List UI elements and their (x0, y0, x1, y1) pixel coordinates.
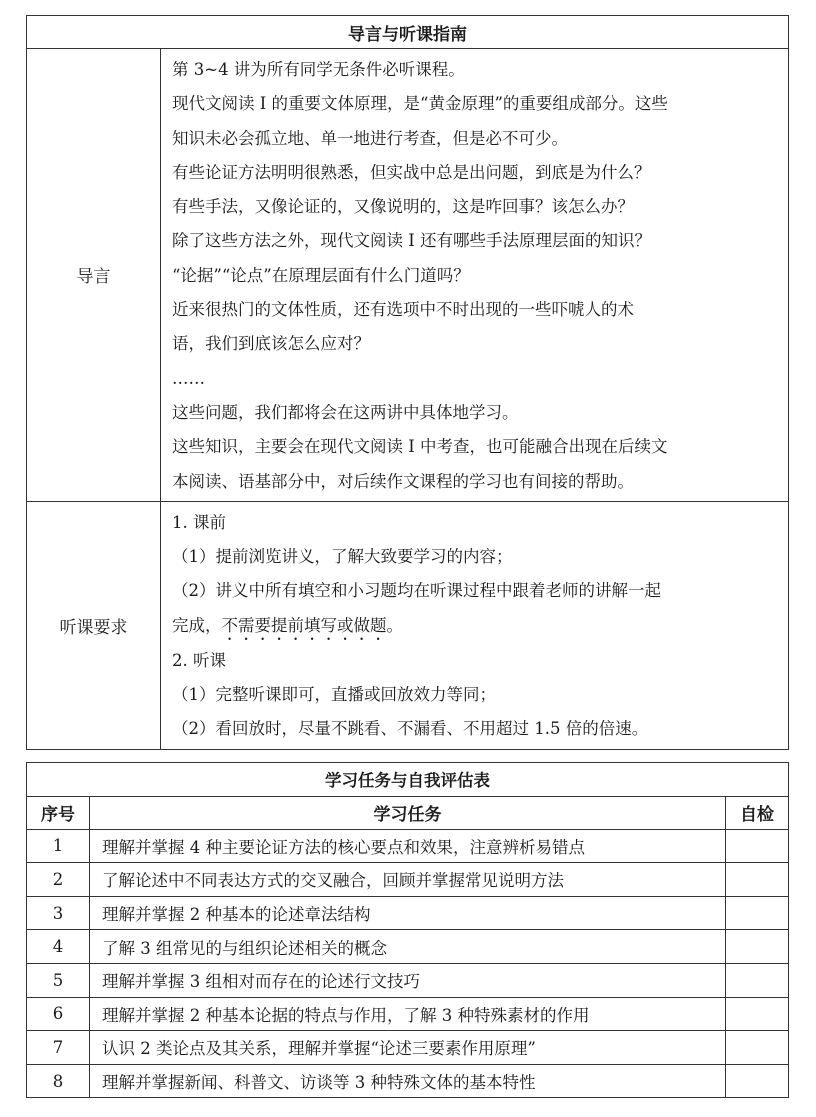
col-header-no: 序号 (27, 796, 90, 829)
intro-line: 有些论证方法明明很熟悉，但实战中总是出问题，到底是为什么？ (172, 162, 651, 182)
task-number: 2 (27, 863, 90, 897)
intro-table-title: 导言与听课指南 (27, 16, 789, 49)
table-row (27, 863, 789, 897)
self-check-cell[interactable] (726, 863, 789, 897)
self-check-cell[interactable] (726, 829, 789, 863)
task-number: 6 (27, 997, 90, 1031)
intro-line: 语，我们到底该怎么应对？ (172, 334, 370, 354)
intro-content (161, 49, 789, 502)
requirements-content (161, 501, 789, 749)
intro-line: 第 3~4 讲为所有同学无条件必听课程。 (172, 60, 465, 79)
req-line (172, 609, 780, 644)
task-rows (27, 829, 789, 1098)
table-row (27, 896, 789, 930)
table-row (27, 1064, 789, 1098)
task-number: 5 (27, 963, 90, 997)
task-text: 理解并掌握 4 种主要论证方法的核心要点和效果，注意辨析易错点 (90, 829, 726, 863)
requirements-label: 听课要求 (27, 501, 161, 749)
intro-line: “论据”“论点”在原理层面有什么门道吗？ (172, 265, 470, 285)
task-text: 了解 3 组常见的与组织论述相关的概念 (90, 930, 726, 964)
table-row (27, 1031, 789, 1065)
self-check-cell[interactable] (726, 997, 789, 1031)
intro-line: 这些问题，我们都将会在这两讲中具体地学习。 (172, 402, 519, 422)
task-number: 8 (27, 1064, 90, 1098)
intro-line: 这些知识，主要会在现代文阅读 I 中考查，也可能融合出现在后续文 (172, 437, 668, 457)
self-check-cell[interactable] (726, 930, 789, 964)
intro-label: 导言 (27, 49, 161, 502)
intro-line: 近来很热门的文体性质，还有选项中不时出现的一些吓唬人的术 (172, 300, 634, 320)
req-line: （2）看回放时，尽量不跳看、不漏看、不用超过 1.5 倍的倍速。 (172, 719, 649, 739)
task-text: 认识 2 类论点及其关系，理解并掌握“论述三要素作用原理” (90, 1031, 726, 1065)
req-line: 2. 听课 (172, 650, 226, 670)
self-check-cell[interactable] (726, 963, 789, 997)
req-line: （1）完整听课即可，直播或回放效力等同； (172, 685, 496, 705)
intro-guide-table (26, 15, 789, 750)
task-assessment-table (26, 762, 789, 1098)
intro-line: 有些手法，又像论证的，又像说明的，这是咋回事？该怎么办？ (172, 197, 634, 217)
req-line: （1）提前浏览讲义，了解大致要学习的内容； (172, 547, 513, 567)
task-text: 理解并掌握 3 组相对而存在的论述行文技巧 (90, 963, 726, 997)
self-check-cell[interactable] (726, 1031, 789, 1065)
task-text: 理解并掌握 2 种基本论据的特点与作用，了解 3 种特殊素材的作用 (90, 997, 726, 1031)
intro-line: 知识未必会孤立地、单一地进行考查，但是必不可少。 (172, 128, 568, 148)
task-number: 7 (27, 1031, 90, 1065)
table-row (27, 829, 789, 863)
table-row (27, 997, 789, 1031)
task-number: 3 (27, 896, 90, 930)
intro-line: 除了这些方法之外，现代文阅读 I 还有哪些手法原理层面的知识？ (172, 231, 652, 251)
task-text: 理解并掌握 2 种基本的论述章法结构 (90, 896, 726, 930)
col-header-check: 自检 (726, 796, 789, 829)
task-text: 了解论述中不同表达方式的交叉融合，回顾并掌握常见说明方法 (90, 863, 726, 897)
table-row (27, 963, 789, 997)
self-check-cell[interactable] (726, 896, 789, 930)
emphasized-text: 不需要提前填写或做题 (221, 615, 387, 635)
task-number: 4 (27, 930, 90, 964)
self-check-cell[interactable] (726, 1064, 789, 1098)
col-header-task: 学习任务 (90, 796, 726, 829)
intro-line: 本阅读、语基部分中，对后续作文课程的学习也有间接的帮助。 (172, 471, 634, 491)
intro-line: …… (172, 368, 205, 388)
task-number: 1 (27, 829, 90, 863)
req-line-pre: 完成， (172, 615, 222, 635)
intro-line: 现代文阅读 I 的重要文体原理，是“黄金原理”的重要组成部分。这些 (172, 94, 668, 114)
req-line-post: 。 (386, 615, 403, 635)
task-table-title: 学习任务与自我评估表 (27, 763, 789, 797)
req-line: （2）讲义中所有填空和小习题均在听课过程中跟着老师的讲解一起 (172, 581, 661, 601)
req-line: 1. 课前 (172, 512, 226, 532)
table-row (27, 930, 789, 964)
task-text: 理解并掌握新闻、科普文、访谈等 3 种特殊文体的基本特性 (90, 1064, 726, 1098)
